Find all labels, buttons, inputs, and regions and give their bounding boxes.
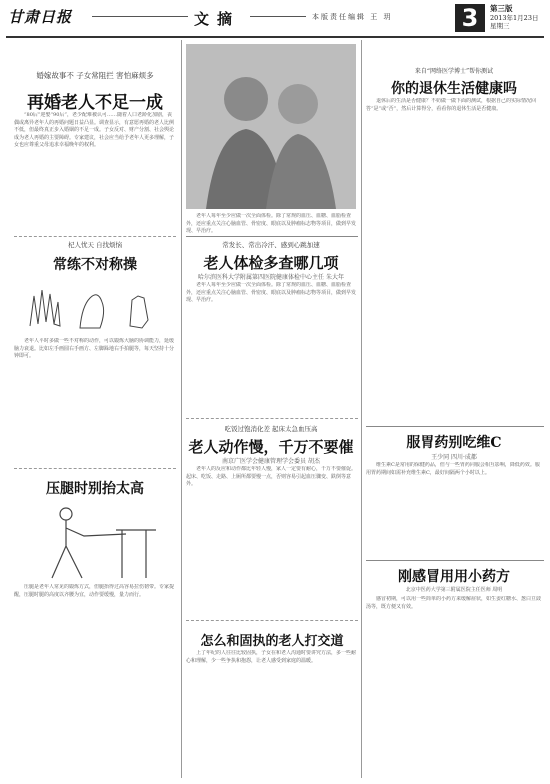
article-title: 常练不对称操 [53,257,137,273]
issue-date: 2013年1月23日 [490,13,539,22]
article-body: “80后”迎娶“90后”，老少配难被认可……随着人口老龄化加剧，丧偶或离异老年人的再婚问题日益凸显。调查显示，有意愿再婚的老人比例不低，但最终真正步入婚姻的不足一成。子女反对、财产分割、社会舆论成为老人再婚的主要障碍。专家建议，社会应当给予老年人更多理解，子女也应尊重父母追求幸福晚年的权利。 [14,112,175,149]
article-body: 感冒初期，可以用一些简单的小药方来缓解症状，如生姜红糖水、葱白豆豉汤等，既方便又有效。 [366,596,542,610]
article-title: 你的退休生活健康吗 [391,81,517,97]
article-title: 老人动作慢，千万不要催 [188,438,354,456]
newspaper-logo: 甘肃日报 [8,8,73,26]
article-byline: 哈尔滨医科大学附属第四医院健康体检中心主任 朱大年 [198,274,344,281]
page-number: 3 [455,4,485,32]
section-divider [186,418,358,419]
leg-stretch-illustration [26,500,166,582]
section-divider [186,236,358,237]
article-title: 老人体检多查哪几项 [203,254,339,272]
article-body: 维生素C是常用的保健药品，但与一些胃药同服会相互影响，降低药效。服用胃药期间如需补充维生素C，最好间隔两个小时以上。 [366,462,540,476]
section-divider [366,426,544,427]
issue-weekday: 星期三 [490,22,510,30]
article-title: 再婚老人不足一成 [27,93,163,113]
article-byline: 王少同 四川·成都 [431,454,477,461]
article-title: 刚感冒用用小药方 [398,569,510,585]
masthead-divider [6,36,544,38]
article-body: 退休后的生活是否健康？不妨做一做下面的测试，根据自己的实际情况回答“是”或“否”，然后计算得分，看看你的退休生活是否健康。 [366,98,537,112]
hand-exercise-illustration [20,276,170,336]
section-divider [14,468,176,469]
masthead [0,0,550,34]
article-kicker: 杞人忧天 自找烦恼 [67,241,123,249]
article-kicker: 常发长、常出冷汗、感到心跳加速 [222,241,320,249]
article-body: 上了年纪的人往往比较固执，子女在和老人沟通时要讲究方法，多一些耐心和理解，少一些争执和抱怨，让老人感受到家庭的温暖。 [186,650,356,664]
edition: 第三版 [490,4,513,13]
article-title: 压腿时别抬太高 [46,481,144,497]
article-body: 老年人的反应和动作都比年轻人慢，家人一定要有耐心，千万不要催促。起床、吃饭、走路、上厕所都要慢一点，否则容易引起血压骤变、跌倒等意外。 [186,466,356,488]
elderly-couple-photo [186,44,356,209]
article-kicker: 来自“网络医学博士”帮你测试 [414,68,494,75]
section-divider [366,560,544,561]
article-title: 怎么和固执的老人打交道 [200,634,344,649]
column-rule [181,40,182,778]
article-byline: 北京中医药大学第三附属医院主任医师 周明 [405,587,503,593]
article-body: 老年人每年至少应做一次全面体检。除了常规的血压、血糖、血脂检查外，还应重点关注心脑血管、骨密度、眼底以及肿瘤标志物等项目，做到早发现、早治疗。 [186,282,356,304]
masthead-rule-left [92,16,188,17]
editor-line: 本版责任编辑 王 玥 [312,13,393,21]
section-divider [14,236,176,237]
article-kicker: 吃饭过饱消化差 起床太急血压高 [224,425,318,433]
article-body: 老年人平时多做一些不对称的动作，可以锻炼大脑的协调能力，延缓脑力衰退。比如左手画圆右手画方、左脚跺地右手拍腿等，每天坚持十分钟即可。 [14,338,175,360]
masthead-rule-right [250,16,306,17]
article-byline: 南京广医学会健康管理学会委员 胡杰 [222,458,320,465]
section-title: 文摘 [194,10,241,28]
section-divider [186,620,358,621]
page-meta [490,5,538,31]
article-title: 服胃药别吃维C [406,435,502,451]
article-body: 压腿是老年人常见的锻炼方式，但腿抬得过高容易拉伤韧带。专家提醒，压腿时腿的高度以齐腰为宜，动作要缓慢，量力而行。 [14,584,175,598]
article-body-continued: 老年人每年至少应做一次全面体检。除了常规的血压、血糖、血脂检查外，还应重点关注心脑血管、骨密度、眼底以及肿瘤标志物等项目，做到早发现、早治疗。 [186,213,356,235]
elderly-couple-figure [186,44,356,209]
article-kicker: 婚嫁故事不 子女常阻拦 害怕麻烦多 [36,71,154,80]
column-rule [361,40,362,778]
